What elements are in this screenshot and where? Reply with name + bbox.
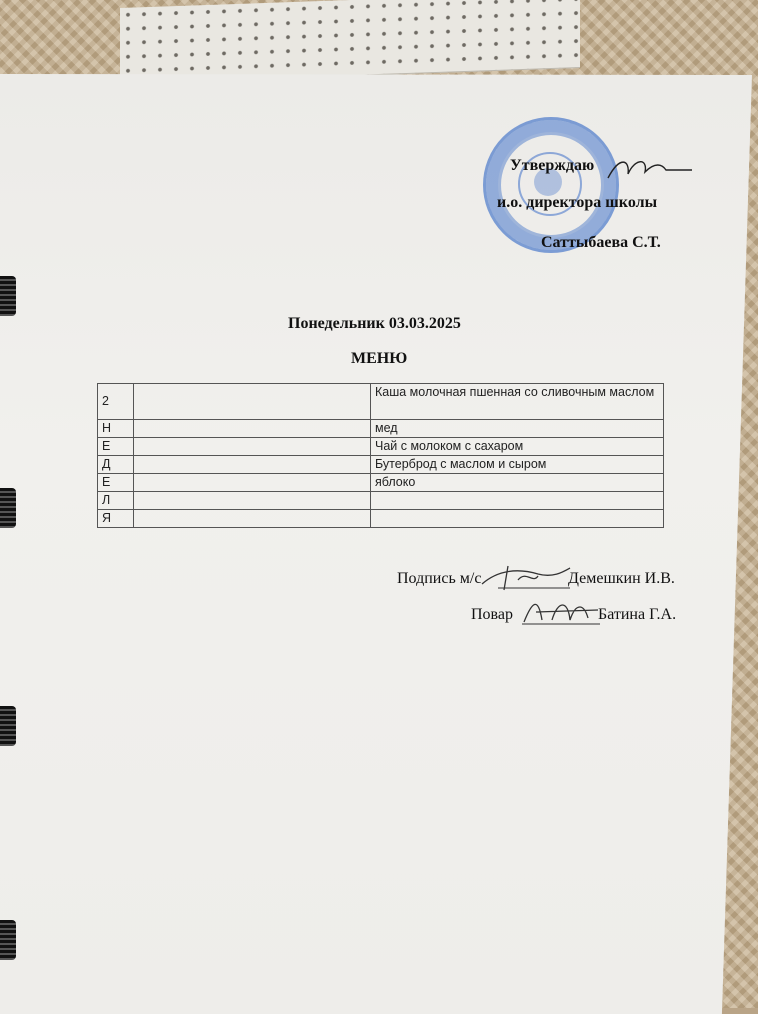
table-row — [98, 438, 664, 456]
dish-cell — [371, 510, 664, 528]
official-stamp — [483, 117, 619, 253]
approval-position: и.о. директора школы — [497, 194, 658, 211]
menu-table — [97, 383, 664, 528]
dish-cell: Бутерброд с маслом и сыром — [371, 456, 664, 474]
binder-hole-3 — [0, 706, 16, 746]
day-letter-cell: Е — [98, 474, 134, 492]
day-letter-cell: Е — [98, 438, 134, 456]
cook-name: Батина Г.А. — [598, 606, 677, 623]
dish-cell: мед — [371, 420, 664, 438]
day-letter-cell: Н — [98, 420, 134, 438]
middle-cell — [134, 420, 371, 438]
day-letter-cell: Л — [98, 492, 134, 510]
day-letter-cell: Я — [98, 510, 134, 528]
binder-hole-4 — [0, 920, 16, 960]
middle-cell — [134, 510, 371, 528]
table-row — [98, 510, 664, 528]
approval-label: Утверждаю — [510, 157, 595, 174]
cook-signature — [518, 592, 603, 630]
dish-cell: Каша молочная пшенная со сливочным маслом — [371, 384, 664, 420]
table-row — [98, 492, 664, 510]
director-signature — [600, 150, 700, 190]
approval-name: Саттыбаева С.Т. — [541, 234, 661, 251]
middle-cell — [134, 456, 371, 474]
dish-cell: Чай с молоком с сахаром — [371, 438, 664, 456]
middle-cell — [134, 492, 371, 510]
binder-hole-1 — [0, 276, 16, 316]
cook-signature-label: Повар — [471, 606, 513, 623]
nurse-signature — [478, 560, 573, 596]
table-row — [98, 474, 664, 492]
binder-hole-2 — [0, 488, 16, 528]
dish-cell — [371, 492, 664, 510]
day-letter-cell: Д — [98, 456, 134, 474]
paper-sheet — [0, 74, 752, 1014]
menu-date: Понедельник 03.03.2025 — [288, 315, 461, 332]
middle-cell — [134, 474, 371, 492]
table-row — [98, 384, 664, 420]
menu-title: МЕНЮ — [351, 350, 408, 367]
nurse-signature-label: Подпись м/с — [397, 570, 482, 587]
dish-cell: яблоко — [371, 474, 664, 492]
middle-cell — [134, 384, 371, 420]
table-row — [98, 456, 664, 474]
nurse-name: Демешкин И.В. — [568, 570, 675, 587]
middle-cell — [134, 438, 371, 456]
table-row — [98, 420, 664, 438]
day-letter-cell: 2 — [98, 384, 134, 420]
